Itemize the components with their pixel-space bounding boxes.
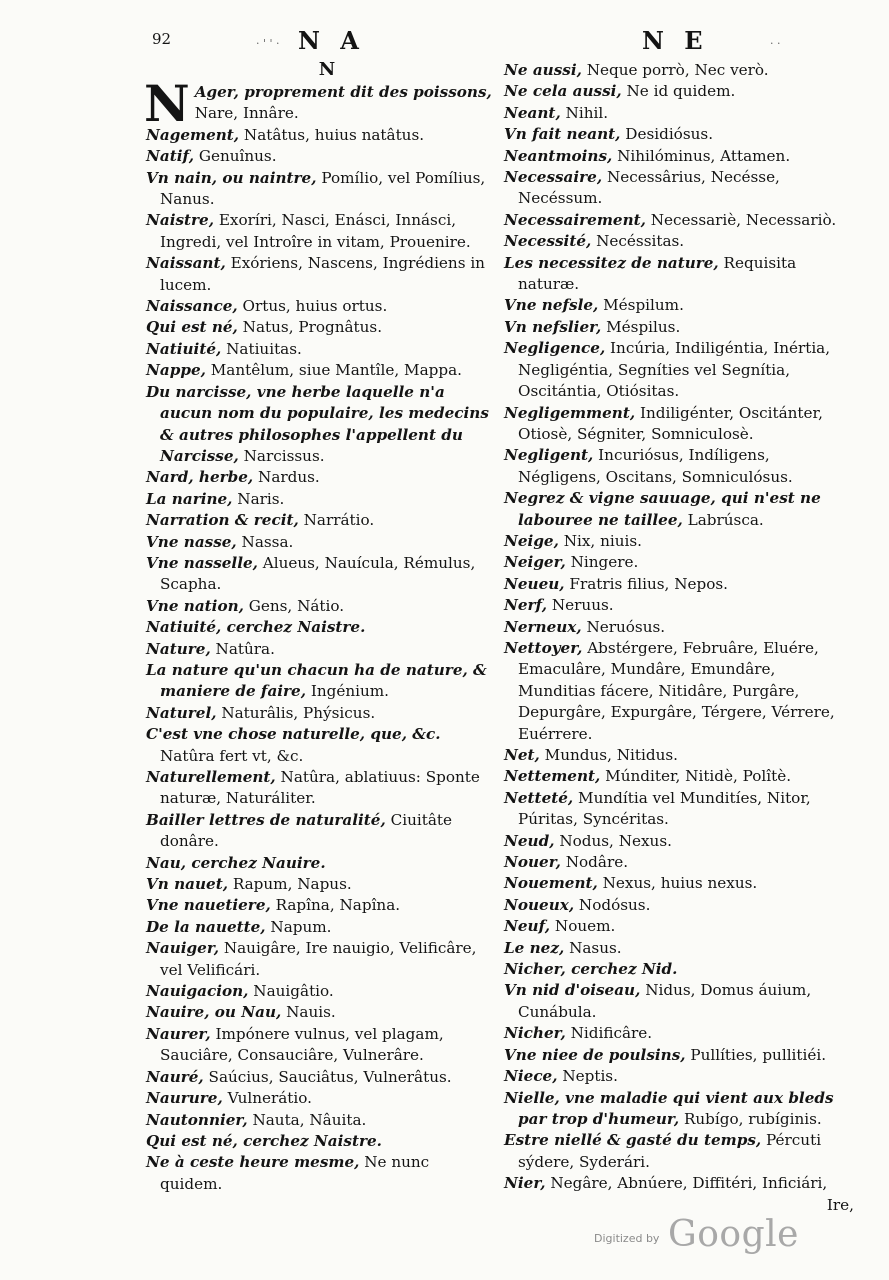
dictionary-entry (504, 1130, 856, 1173)
entry-headword: Vne nefsle, (504, 296, 599, 315)
entry-gloss: Vulnerátio. (222, 1089, 312, 1108)
entry-headword: Bailler lettres de naturalité, (146, 810, 386, 829)
entry-headword: Necessairement, (504, 210, 646, 229)
entry-gloss: Necéssitas. (591, 232, 685, 251)
dictionary-entry (504, 103, 856, 124)
dictionary-entry (504, 295, 856, 316)
dictionary-entry (146, 210, 496, 253)
entry-gloss: Ne id quidem. (621, 82, 736, 101)
entry-headword: La narine, (146, 489, 233, 508)
dictionary-entry (146, 874, 496, 895)
entry-gloss: Labrúsca. (682, 510, 764, 529)
entry-gloss: Necessariè, Necessariò. (645, 210, 837, 229)
entry-gloss: Ortus, huius ortus. (237, 297, 388, 316)
entry-headword: Nicher, (504, 1024, 566, 1043)
dictionary-entry (504, 231, 856, 252)
dictionary-entry (146, 938, 496, 981)
dictionary-entry (504, 317, 856, 338)
entry-gloss: Nauigâre, Ire nauigio, Velificâre, vel Velificári. (160, 939, 477, 979)
dictionary-entry (146, 1002, 496, 1023)
ornament-marks-left: · ' ' · (256, 37, 280, 50)
dictionary-entry (146, 1110, 496, 1131)
dictionary-entry (146, 467, 496, 488)
entry-gloss: Natus, Prognâtus. (237, 318, 383, 337)
entry-headword: Nautonnier, (146, 1110, 248, 1129)
entry-gloss: Pullíties, pullitiéi. (685, 1045, 827, 1064)
dictionary-entry (146, 810, 496, 853)
dictionary-entry (146, 917, 496, 938)
entry-headword: Vne nasselle, (146, 553, 258, 572)
entry-headword: Ne aussi, (504, 61, 582, 79)
entry-headword: Neud, (504, 831, 555, 850)
entry-headword: Nauré, (146, 1067, 204, 1086)
entry-headword: C'est vne chose naturelle, que, &c. (146, 725, 441, 744)
left-entries (146, 125, 496, 1195)
entry-headword: Naurure, (146, 1089, 223, 1108)
dictionary-entry (504, 146, 856, 167)
entry-headword: Neant, (504, 103, 561, 122)
entry-gloss: Naris. (232, 489, 285, 508)
entry-headword: Noueux, (504, 895, 575, 914)
entry-gloss: Natûra fert vt, &c. (160, 746, 304, 765)
dictionary-entry (504, 788, 856, 831)
entry-gloss: Nidus, Domus áuium, Cunábula. (518, 981, 812, 1021)
dictionary-entry (146, 296, 496, 317)
dictionary-entry (504, 959, 856, 980)
entry-headword: Nard, herbe, (146, 468, 254, 487)
dictionary-entry (504, 745, 856, 766)
dictionary-entry (504, 81, 856, 102)
dictionary-entry (146, 1131, 496, 1152)
entry-gloss: Nauis. (281, 1003, 336, 1022)
dictionary-entry (146, 639, 496, 660)
right-column (504, 60, 856, 1216)
entry-gloss: Natâtus, huius natâtus. (239, 125, 425, 144)
entry-gloss: Necessârius, Necésse, Necéssum. (518, 168, 780, 208)
entry-gloss: Mundus, Nitidus. (539, 746, 678, 764)
entry-headword: Netteté, (504, 788, 574, 807)
entry-headword: Vn nid d'oiseau, (504, 981, 641, 1000)
entry-headword: Natif, (146, 147, 194, 166)
entry-gloss: Ningere. (565, 553, 639, 572)
entry-headword: Ager, proprement dit des poissons, (194, 83, 492, 101)
entry-gloss: Naturâlis, Phýsicus. (216, 703, 376, 722)
entry-headword: Naturel, (146, 703, 217, 722)
entry-gloss: Neruus. (547, 596, 614, 615)
entry-headword: Nerneux, (504, 617, 582, 636)
entry-gloss: Nodus, Nexus. (554, 831, 672, 850)
entry-gloss: Gens, Nátio. (243, 596, 345, 615)
entry-headword: Necessité, (504, 232, 592, 251)
dictionary-entry (504, 595, 856, 616)
entry-gloss: Nouem. (550, 917, 616, 936)
entry-gloss: Nodósus. (574, 895, 651, 914)
entry-headword: Nerf, (504, 596, 548, 615)
entry-gloss: Múnditer, Nitidè, Polîtè. (600, 767, 792, 786)
dictionary-entry (504, 574, 856, 595)
dictionary-entry (504, 831, 856, 852)
drop-cap: N (144, 74, 190, 133)
ornament-marks-right: · · (770, 37, 781, 50)
dictionary-entry (146, 660, 496, 703)
dictionary-entry (146, 1088, 496, 1109)
entry-headword: Narration & recit, (146, 511, 299, 530)
entry-gloss: Saúcius, Sauciâtus, Vulnerâtus. (203, 1067, 452, 1086)
entry-gloss: Genuînus. (194, 147, 277, 166)
page-number: 92 (152, 30, 172, 48)
entry-gloss: Méspilum. (598, 296, 684, 315)
dictionary-entry (146, 617, 496, 638)
entry-headword: Ne à ceste heure mesme, (146, 1153, 360, 1172)
entry-gloss: Pomílio, vel Pomílius, Nanus. (160, 168, 486, 209)
entry-headword: Vne nation, (146, 596, 244, 615)
dictionary-entry (504, 895, 856, 916)
right-entries (504, 60, 856, 1195)
entry-gloss: Natûra, ablatiuus: Sponte naturæ, Naturáliter. (160, 768, 480, 808)
entry-headword: Neueu, (504, 574, 565, 593)
dictionary-entry (504, 1066, 856, 1087)
entry-first (144, 74, 496, 133)
dictionary-entry (504, 938, 856, 959)
entry-gloss: Neque porrò, Nec verò. (581, 61, 769, 79)
entry-headword: Nagement, (146, 125, 240, 144)
entry-headword: Nau, cerchez Nauire. (146, 853, 326, 872)
entry-headword: Niece, (504, 1067, 558, 1086)
entry-gloss: Nodâre. (560, 853, 629, 872)
dictionary-entry (504, 60, 856, 81)
entry-gloss: Nardus. (253, 468, 320, 487)
entry-gloss: Pércuti sýdere, Syderári. (518, 1131, 822, 1171)
entry-gloss: Indiligénter, Oscitánter, Otiosè, Ségniter, Somniculosè. (518, 403, 823, 443)
entry-headword: Negrez & vigne sauuage, qui n'est ne labouree ne taillee, (504, 489, 821, 529)
entry-headword: Qui est né, cerchez Naistre. (146, 1131, 382, 1150)
dictionary-entry (146, 1067, 496, 1088)
entry-gloss: Nidificâre. (565, 1024, 653, 1043)
entry-headword: Nature, (146, 639, 211, 658)
entry-headword: Neantmoins, (504, 146, 613, 165)
dictionary-entry (146, 895, 496, 916)
entry-headword: Naistre, (146, 211, 215, 230)
dictionary-entry (146, 146, 496, 167)
entry-gloss: Rubígo, rubíginis. (679, 1109, 822, 1128)
entry-gloss: Nix, niuis. (558, 531, 642, 550)
dictionary-entry (146, 317, 496, 338)
entry-gloss: Rapum, Napus. (228, 875, 352, 894)
entry-headword: Necessaire, (504, 168, 603, 187)
entry-gloss: Mantêlum, siue Mantîle, Mappa. (205, 361, 462, 380)
entry-headword: Nouer, (504, 853, 561, 872)
entry-headword: Negligent, (504, 446, 594, 465)
entry-headword: Neige, (504, 531, 559, 550)
running-head-left: N A (298, 26, 365, 55)
dictionary-entry (504, 403, 856, 446)
entry-headword: Vne nasse, (146, 532, 237, 551)
entry-headword: Le nez, (504, 938, 565, 957)
dictionary-entry (146, 382, 496, 468)
entry-gloss: Nasus. (564, 938, 622, 957)
entry-headword: Les necessitez de nature, (504, 253, 719, 272)
entry-headword: Vn nauet, (146, 875, 229, 894)
entry-headword: Nier, (504, 1174, 546, 1193)
catchword: Ire, (826, 1195, 854, 1214)
entry-headword: Vn fait neant, (504, 125, 621, 144)
entry-headword: Nielle, vne maladie qui vient aux bleds par trop d'humeur, (504, 1088, 834, 1128)
digitized-label: Digitized by (594, 1232, 660, 1245)
entry-headword: Nicher, cerchez Nid. (504, 960, 678, 979)
dictionary-entry (504, 852, 856, 873)
running-head-right: N E (642, 26, 709, 55)
entry-headword: Estre niellé & gasté du temps, (504, 1131, 762, 1150)
entry-gloss: Alueus, Nauícula, Rémulus, Scapha. (160, 553, 476, 594)
dictionary-entry (504, 617, 856, 638)
entry-gloss: Nauta, Nâuita. (247, 1110, 367, 1129)
entry-headword: Naissance, (146, 297, 238, 316)
entry-gloss: Ingénium. (306, 682, 389, 701)
dictionary-entry (504, 1045, 856, 1066)
entry-gloss: Incuriósus, Indíligens, Négligens, Oscitans, Somniculósus. (518, 446, 793, 486)
entry-gloss: Nihilóminus, Attamen. (612, 146, 791, 165)
dictionary-entry (146, 596, 496, 617)
dictionary-entry (504, 1088, 856, 1131)
entry-gloss: Exóriens, Nascens, Ingrédiens in lucem. (160, 254, 485, 294)
entry-gloss: Natiuitas. (221, 339, 302, 358)
entry-headword: Negligence, (504, 339, 606, 358)
google-watermark: Google (668, 1214, 799, 1255)
dictionary-entry (146, 339, 496, 360)
dictionary-entry (504, 253, 856, 296)
entry-gloss: Mundítia vel Munditíes, Nitor, Púritas, Syncéritas. (518, 788, 811, 829)
entry-headword: Negligemment, (504, 403, 636, 422)
dictionary-entry (504, 445, 856, 488)
dictionary-entry (146, 1024, 496, 1067)
entry-headword: Vne niee de poulsins, (504, 1045, 686, 1064)
entry-headword: Vn nefslier, (504, 317, 602, 336)
entry-headword: Neuf, (504, 917, 551, 936)
entry-gloss: Desidiósus. (620, 125, 714, 144)
dictionary-entry (146, 168, 496, 211)
dictionary-entry (504, 210, 856, 231)
left-column (146, 60, 496, 1195)
dictionary-entry (146, 981, 496, 1002)
entry-gloss: Ne nunc quidem. (160, 1153, 430, 1193)
entry-gloss: Méspilus. (601, 317, 681, 336)
entry-headword: Vne nauetiere, (146, 896, 271, 915)
entry-gloss: Rapîna, Napîna. (270, 896, 401, 915)
entry-headword: Nettoyer, (504, 638, 583, 657)
entry-headword: Nouement, (504, 874, 598, 893)
entry-headword: Qui est né, (146, 318, 238, 337)
entry-gloss: Narcissus. (238, 446, 325, 465)
section-letter: N (318, 59, 336, 80)
entry-headword: Nappe, (146, 361, 206, 380)
entry-headword: Naturellement, (146, 768, 276, 786)
entry-headword: Naissant, (146, 254, 226, 273)
entry-headword: Naurer, (146, 1024, 211, 1043)
entry-gloss: Narrátio. (298, 511, 375, 530)
dictionary-entry (146, 724, 496, 767)
dictionary-entry (146, 767, 496, 810)
entry-gloss: Nauigâtio. (248, 982, 334, 1001)
dictionary-entry (146, 253, 496, 296)
entry-headword: Nettement, (504, 767, 601, 786)
entry-gloss: Nihil. (560, 103, 609, 122)
dictionary-entry (504, 1023, 856, 1044)
entry-headword: Du narcisse, vne herbe laquelle n'a aucun nom du populaire, les medecins & autres philosophes l'appellent du Narcisse, (146, 382, 489, 465)
entry-gloss: Fratris filius, Nepos. (564, 574, 728, 593)
dictionary-entry (504, 916, 856, 937)
dictionary-entry (146, 553, 496, 596)
dictionary-entry (504, 124, 856, 145)
dictionary-entry (504, 1173, 856, 1194)
entry-gloss: Neruósus. (581, 617, 666, 636)
entry-gloss: Exoríri, Nasci, Enásci, Innásci, Ingredi, vel Introîre in vitam, Prouenire. (160, 211, 471, 251)
dictionary-entry (504, 766, 856, 787)
entry-gloss: Ciuitâte donâre. (160, 810, 452, 851)
dictionary-entry (504, 980, 856, 1023)
dictionary-entry (504, 531, 856, 552)
entry-gloss: Natûra. (210, 639, 275, 658)
dictionary-entry (146, 1152, 496, 1195)
entry-headword: Natiuité, cerchez Naistre. (146, 618, 366, 637)
dictionary-entry (504, 873, 856, 894)
dictionary-entry (146, 532, 496, 553)
dictionary-entry (146, 360, 496, 381)
entry-headword: La nature qu'un chacun ha de nature, & maniere de faire, (146, 660, 487, 701)
entry-gloss: Napum. (265, 917, 332, 936)
entry-gloss: Negâre, Abnúere, Diffitéri, Inficiári, (545, 1174, 828, 1193)
entry-headword: Nauiger, (146, 939, 219, 958)
dictionary-entry (504, 488, 856, 531)
entry-gloss: Incúria, Indiligéntia, Inértia, Negligéntia, Segníties vel Segnítia, Oscitántia, Otiósitas. (518, 339, 831, 401)
entry-headword: Nauigacion, (146, 982, 249, 1001)
entry-gloss: Nassa. (236, 532, 294, 551)
dictionary-entry (146, 853, 496, 874)
entry-gloss: Nare, Innâre. (194, 104, 299, 123)
dictionary-entry (146, 489, 496, 510)
entry-gloss: Abstérgere, Februâre, Eluére, Emaculâre, Mundâre, Emundâre, Munditias fácere, Nitidâre, Purgâre, Depurgâre, Expurgâre, Térgere, Vérrere, Euérrere. (518, 638, 835, 743)
dictionary-entry (146, 510, 496, 531)
dictionary-entry (504, 338, 856, 402)
dictionary-entry (504, 638, 856, 745)
entry-gloss: Impónere vulnus, vel plagam, Sauciâre, Consauciâre, Vulnerâre. (160, 1024, 444, 1065)
entry-headword: Net, (504, 746, 540, 764)
dictionary-entry (504, 167, 856, 210)
entry-gloss: Neptis. (557, 1067, 618, 1086)
entry-headword: Natiuité, (146, 339, 222, 358)
entry-headword: Ne cela aussi, (504, 82, 622, 101)
entry-headword: Neiger, (504, 553, 566, 572)
dictionary-entry (146, 703, 496, 724)
dictionary-entry (146, 125, 496, 146)
dictionary-entry (504, 552, 856, 573)
entry-headword: De la nauette, (146, 917, 266, 936)
entry-headword: Nauire, ou Nau, (146, 1003, 282, 1022)
entry-headword: Vn nain, ou naintre, (146, 168, 317, 187)
entry-gloss: Nexus, huius nexus. (597, 874, 758, 893)
entry-gloss: Requisita naturæ. (518, 253, 797, 294)
